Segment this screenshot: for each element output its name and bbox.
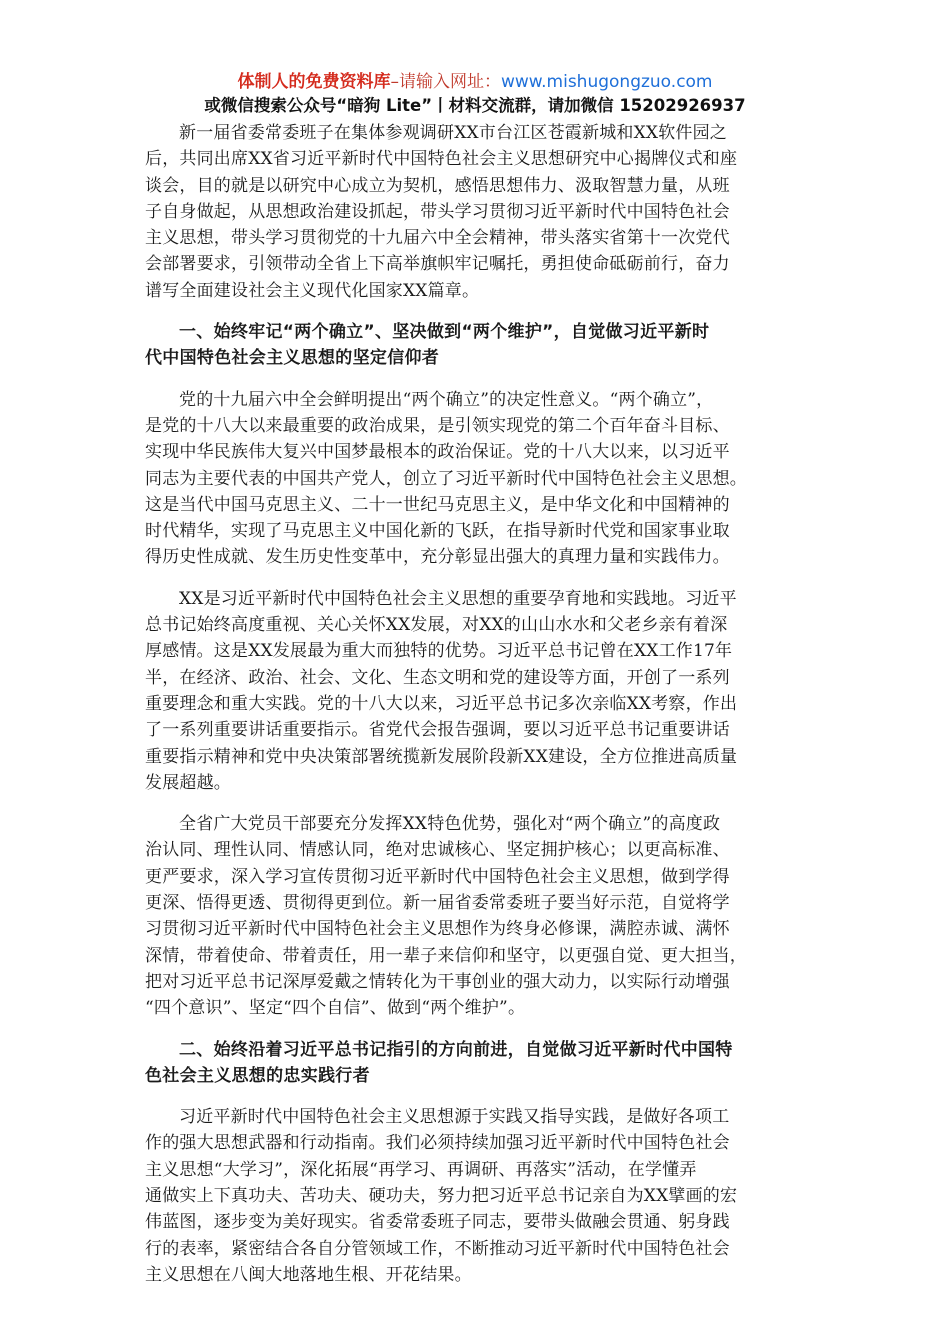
header-banner — [0, 70, 950, 118]
brand-name: 体制人的免费资料库 — [237, 72, 391, 92]
url-prompt: –请输入网址： — [390, 72, 501, 92]
section-heading-2: 二、始终沿着习近平总书记指引的方向前进，自觉做习近平新时代中国特 色社会主义思想的忠实践行者 — [145, 1039, 733, 1086]
intro-paragraph: 新一届省委常委班子在集体参观调研XX市台江区苍霞新城和XX软件园之 后，共同出席XX省习近平新时代中国特色社会主义思想研究中心揭牌仪式和座 谈会，目的就是以研究中心成立为契机，感悟思想伟力、汲取智慧力量，从班 子自身做起，从思想政治建设抓起，带头学习贯彻习近平新时代中国特色社会 主义思想，带头学习贯彻党的十九届六中全会精神，带头落实省第十一次党代 会部署要求，引领带动全省上下高举旗帜牢记嘱托，勇担使命砥砺前行，奋力 谱写全面建设社会主义现代化国家XX篇章。 — [145, 123, 738, 301]
section-heading-1: 一、始终牢记“两个确立”、坚决做到“两个维护”，自觉做习近平新时 代中国特色社会主义思想的坚定信仰者 — [145, 322, 710, 369]
paragraph-1: 党的十九届六中全会鲜明提出“两个确立”的决定性意义。“两个确立”， 是党的十八大以来最重要的政治成果，是引领实现党的第二个百年奋斗目标、 实现中华民族伟大复兴中国梦最根本的政治保证。党的十八大以来，以习近平 同志为主要代表的中国共产党人，创立了习近平新时代中国特色社会主义思想。 这是当代中国马克思主义、二十一世纪马克思主义，是中华文化和中国精神的 时代精华，实现了马克思主义中国化新的飞跃，在指导新时代党和国家事业取 得历史性成就、发生历史性变革中，充分彰显出强大的真理力量和实践伟力。 — [145, 389, 747, 568]
header-line-1 — [0, 70, 950, 94]
header-line-2: 或微信搜索公众号“暗狗 Lite”丨材料交流群，请加微信 15202926937 — [204, 96, 746, 115]
website-link[interactable]: www.mishugongzuo.com — [500, 72, 713, 92]
paragraph-3: 全省广大党员干部要充分发挥XX特色优势，强化对“两个确立”的高度政 治认同、理性认同、情感认同，绝对忠诚核心、坚定拥护核心；以更高标准、 更严要求，深入学习宣传贯彻习近平新时代中国特色社会主义思想，做到学得 更深、悟得更透、贯彻得更到位。新一届省委常委班子要当好示范，自觉将学 习贯彻习近平新时代中国特色社会主义思想作为终身必修课，满腔赤诚、满怀 深情，带着使命、带着责任，用一辈子来信仰和坚守，以更强自觉、更大担当， 把对习近平总书记深厚爱戴之情转化为干事创业的强大动力，以实际行动增强 “四个意识”、坚定“四个自信”、做到“两个维护”。 — [145, 814, 747, 1019]
article-body — [145, 120, 817, 1288]
paragraph-4: 习近平新时代中国特色社会主义思想源于实践又指导实践，是做好各项工 作的强大思想武器和行动指南。我们必须持续加强习近平新时代中国特色社会 主义思想“大学习”，深化拓展“再学习、再调研、再落实”活动，在学懂弄 通做实上下真功夫、苦功夫、硬功夫，努力把习近平总书记亲自为XX擘画的宏 伟蓝图，逐步变为美好现实。省委常委班子同志，要带头做融会贯通、躬身践 行的表率，紧密结合各自分管领域工作，不断推动习近平新时代中国特色社会 主义思想在八闽大地落地生根、开花结果。 — [145, 1107, 738, 1285]
paragraph-2: XX是习近平新时代中国特色社会主义思想的重要孕育地和实践地。习近平 总书记始终高度重视、关心关怀XX发展，对XX的山山水水和父老乡亲有着深 厚感情。这是XX发展最为重大而独特的优势。习近平总书记曾在XX工作17年 半，在经济、政治、社会、文化、生态文明和党的建设等方面，开创了一系列 重要理念和重大实践。党的十八大以来，习近平总书记多次亲临XX考察，作出 了一系列重要讲话重要指示。省党代会报告强调，要以习近平总书记重要讲话 重要指示精神和党中央决策部署统揽新发展阶段新XX建设，全方位推进高质量 发展超越。 — [145, 588, 738, 793]
